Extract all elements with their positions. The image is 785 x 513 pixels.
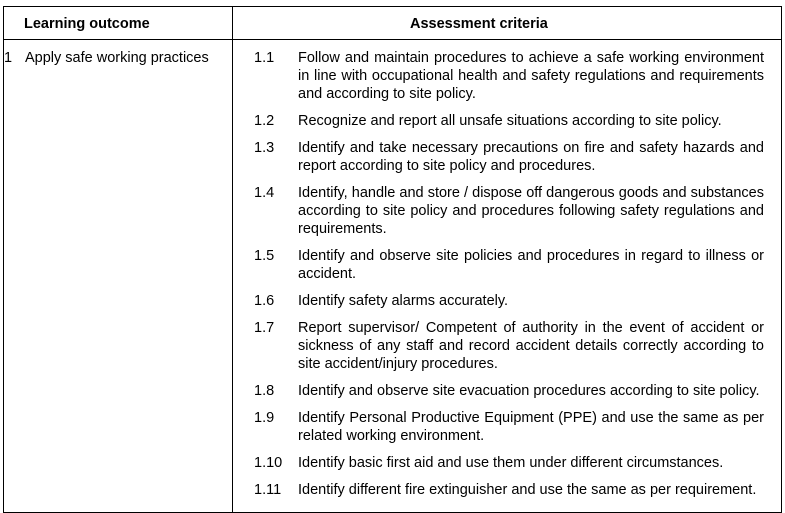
criterion-number: 1.7	[254, 320, 275, 336]
criteria-list	[254, 49, 764, 508]
criterion-item	[254, 319, 764, 373]
criterion-number: 1.9	[254, 410, 275, 426]
criterion-text: Identify and take necessary precautions on fire and safety hazards and report according to site policy and procedures.	[298, 140, 764, 174]
criterion-number: 1.4	[254, 185, 275, 201]
criterion-text: Identify basic first aid and use them under different circumstances.	[298, 455, 724, 471]
criterion-item	[254, 139, 764, 175]
header-rule	[4, 39, 781, 40]
criterion-item	[254, 292, 764, 310]
criterion-text: Report supervisor/ Competent of authority in the event of accident or sickness of any staff and record accident details correctly according to site accident/injury procedures.	[298, 320, 764, 372]
column-divider	[232, 7, 233, 513]
criterion-number: 1.3	[254, 140, 275, 156]
criterion-text: Identify and observe site evacuation procedures according to site policy.	[298, 383, 760, 399]
criterion-item	[254, 481, 764, 499]
criterion-item	[254, 247, 764, 283]
assessment-table	[3, 6, 782, 513]
criterion-item	[254, 112, 764, 130]
criterion-item	[254, 184, 764, 238]
criterion-number: 1.6	[254, 293, 275, 309]
criterion-number: 1.11	[254, 482, 282, 498]
criterion-text: Follow and maintain procedures to achieve a safe working environment in line with occupational health and safety regulations and requirements and according to site policy.	[298, 50, 764, 102]
outcome-number: 1	[4, 50, 13, 66]
criterion-number: 1.10	[254, 455, 283, 471]
criterion-number: 1.8	[254, 383, 275, 399]
criterion-text: Recognize and report all unsafe situations according to site policy.	[298, 113, 722, 129]
criterion-text: Identify, handle and store / dispose off dangerous goods and substances according to site policy and procedures following safety regulations and requirements.	[298, 185, 764, 237]
criterion-item	[254, 49, 764, 103]
learning-outcome-header: Learning outcome	[24, 16, 150, 32]
criterion-text: Identify different fire extinguisher and use the same as per requirement.	[298, 482, 757, 498]
criterion-item	[254, 454, 764, 472]
criterion-number: 1.2	[254, 113, 275, 129]
assessment-criteria-header: Assessment criteria	[410, 16, 548, 32]
criterion-text: Identify safety alarms accurately.	[298, 293, 509, 309]
criterion-text: Identify and observe site policies and procedures in regard to illness or accident.	[298, 248, 764, 282]
criterion-number: 1.1	[254, 50, 275, 66]
criterion-text: Identify Personal Productive Equipment (PPE) and use the same as per related working environment.	[298, 410, 764, 444]
criterion-item	[254, 409, 764, 445]
criterion-item	[254, 382, 764, 400]
criterion-number: 1.5	[254, 248, 275, 264]
outcome-text: Apply safe working practices	[25, 50, 209, 66]
